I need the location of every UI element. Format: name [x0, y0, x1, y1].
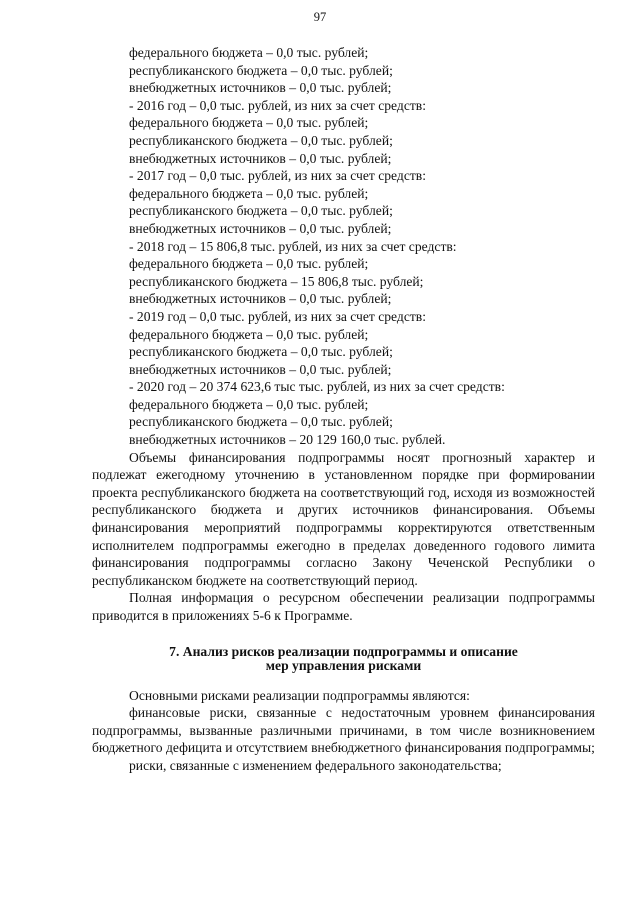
funding-breakdown-list — [92, 44, 595, 449]
section-heading-line-2: мер управления рисками — [265, 657, 422, 673]
financial-risks-paragraph: финансовые риски, связанные с недостаточным уровнем финансирования подпрограммы, вызванные различными причинами, в том числе возникновением бюджетного дефицита и отсутствием внебюджетного финансирования подпрограммы; — [92, 705, 595, 756]
funding-line: внебюджетных источников – 0,0 тыс. рублей; — [129, 150, 392, 166]
funding-line: внебюджетных источников – 0,0 тыс. рублей; — [129, 220, 392, 236]
funding-line: - 2018 год – 15 806,8 тыс. рублей, из них за счет средств: — [129, 238, 457, 254]
funding-line: республиканского бюджета – 0,0 тыс. рублей; — [129, 414, 393, 430]
funding-line: федерального бюджета – 0,0 тыс. рублей; — [129, 185, 369, 201]
funding-line: республиканского бюджета – 15 806,8 тыс. рублей; — [129, 273, 424, 289]
funding-line: федерального бюджета – 0,0 тыс. рублей; — [129, 45, 369, 60]
funding-line: республиканского бюджета – 0,0 тыс. рублей; — [129, 203, 393, 219]
funding-line: республиканского бюджета – 0,0 тыс. рублей; — [129, 344, 393, 360]
funding-line: федерального бюджета – 0,0 тыс. рублей; — [129, 256, 369, 272]
funding-line: республиканского бюджета – 0,0 тыс. рублей; — [129, 132, 393, 148]
funding-line: республиканского бюджета – 0,0 тыс. рублей; — [129, 62, 393, 78]
funding-line: федерального бюджета – 0,0 тыс. рублей; — [129, 396, 369, 412]
funding-line: федерального бюджета – 0,0 тыс. рублей; — [129, 115, 369, 131]
resource-info-paragraph: Полная информация о ресурсном обеспечении реализации подпрограммы приводится в приложениях 5-6 к Программе. — [92, 590, 595, 623]
funding-line: - 2016 год – 0,0 тыс. рублей, из них за счет средств: — [129, 97, 426, 113]
funding-line: внебюджетных источников – 0,0 тыс. рублей; — [129, 291, 392, 307]
section-heading — [92, 645, 595, 673]
funding-line: внебюджетных источников – 0,0 тыс. рублей; — [129, 361, 392, 377]
risks-intro-paragraph: Основными рисками реализации подпрограммы являются: — [129, 687, 470, 703]
funding-line: федерального бюджета – 0,0 тыс. рублей; — [129, 326, 369, 342]
legislative-risks-paragraph: риски, связанные с изменением федерального законодательства; — [129, 757, 502, 773]
funding-line: - 2019 год – 0,0 тыс. рублей, из них за счет средств: — [129, 308, 426, 324]
funding-line: - 2017 год – 0,0 тыс. рублей, из них за счет средств: — [129, 168, 426, 184]
document-body — [92, 44, 595, 775]
funding-line: внебюджетных источников – 0,0 тыс. рублей; — [129, 80, 392, 96]
funding-line: - 2020 год – 20 374 623,6 тыс тыс. рублей, из них за счет средств: — [129, 379, 505, 395]
funding-line: внебюджетных источников – 20 129 160,0 тыс. рублей. — [129, 432, 446, 448]
section-heading-line-1: 7. Анализ рисков реализации подпрограммы и описание — [169, 643, 518, 659]
funding-volumes-paragraph: Объемы финансирования подпрограммы носят прогнозный характер и подлежат ежегодному уточнению в установленном порядке при формировании проекта республиканского бюджета на соответствующий год, исходя из возможностей республиканского бюджета и других источников финансирования. Объемы финансирования мероприятий подпрограммы корректируются ответственным исполнителем подпрограммы ежегодно в пределах доведенного годового лимита финансирования подпрограммы согласно Закону Чеченской Республики о республиканском бюджете на соответствующий период. — [92, 449, 595, 588]
page-number: 97 — [313, 10, 327, 24]
